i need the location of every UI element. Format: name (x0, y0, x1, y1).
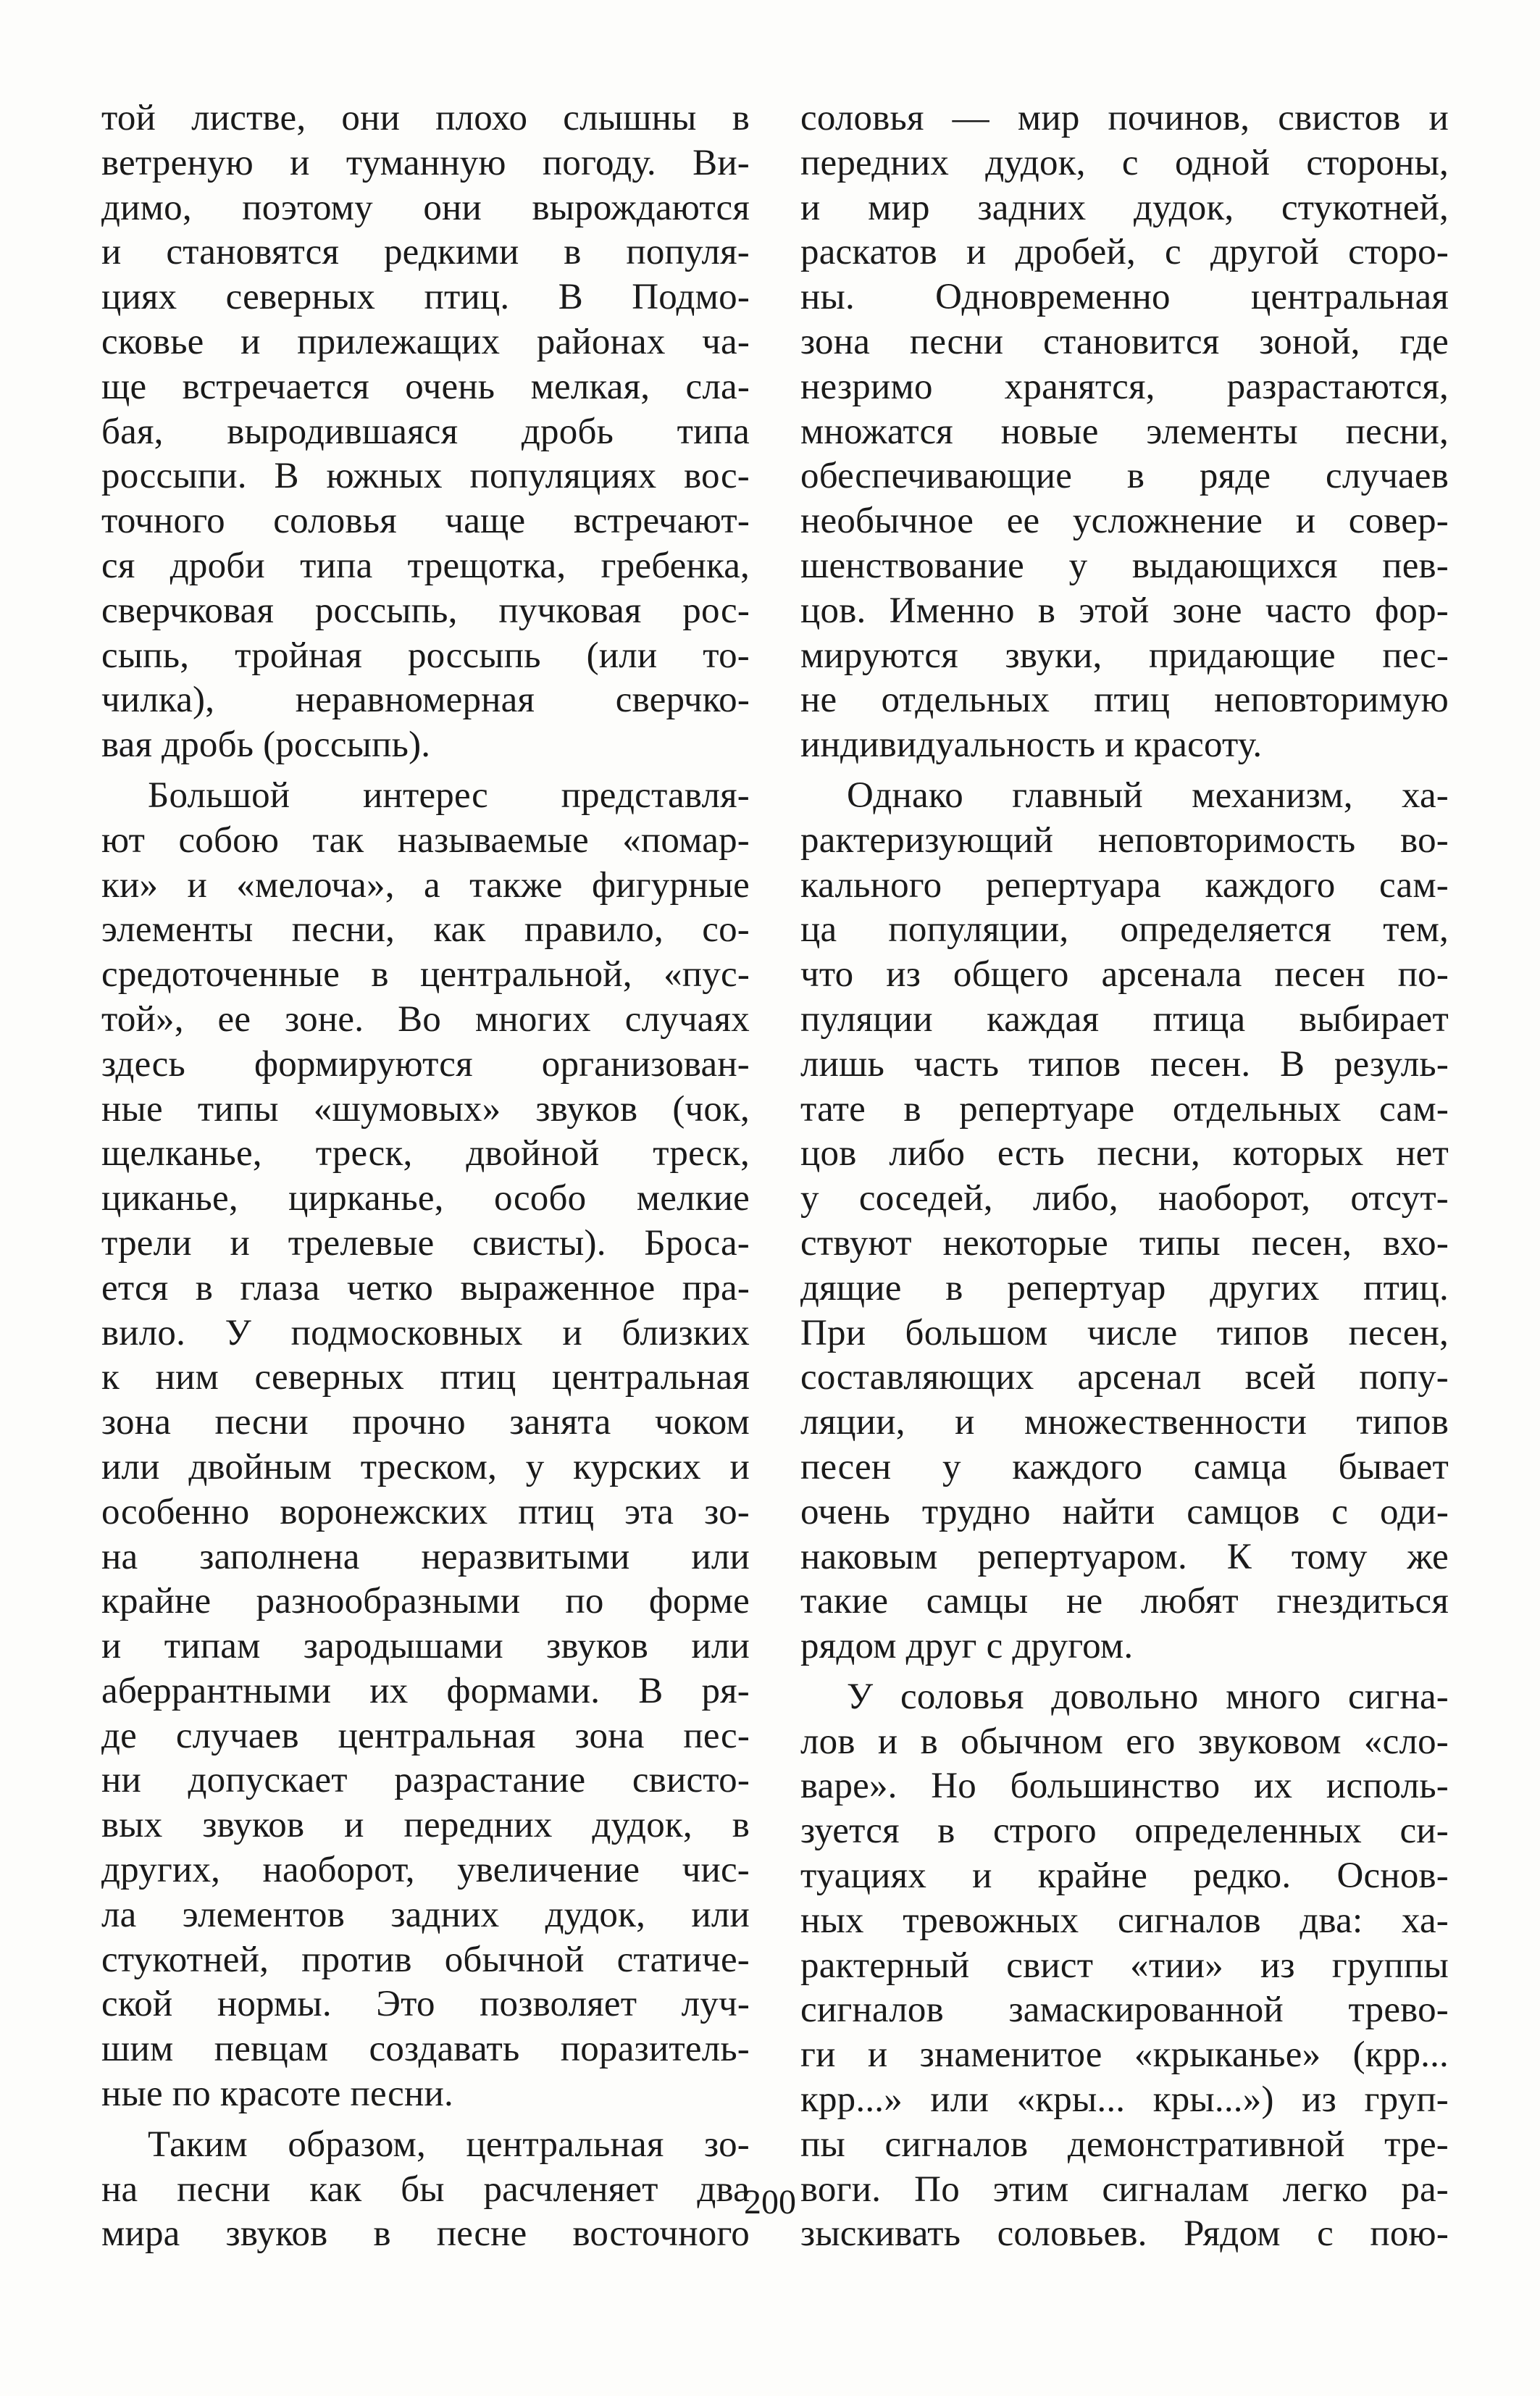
text-line: зона песни становится зоной, где (800, 321, 1449, 362)
text-line: что из общего арсенала песен по- (800, 954, 1449, 995)
text-line: тате в репертуаре отдельных сам- (800, 1088, 1449, 1130)
text-line: множатся новые элементы песни, (800, 411, 1449, 452)
text-line: ляции, и множественности типов (800, 1402, 1449, 1443)
text-line: У соловья довольно много сигна- (847, 1676, 1449, 1717)
text-line: и мир задних дудок, стукотней, (800, 187, 1449, 228)
text-line: ни допускает разрастание свисто- (101, 1760, 750, 1801)
text-line: цов. Именно в этой зоне часто фор- (800, 590, 1449, 631)
text-line: де случаев центральная зона пес- (101, 1715, 750, 1756)
text-line: составляющих арсенал всей попу- (800, 1357, 1449, 1398)
text-line: ца популяции, определяется тем, (800, 909, 1449, 951)
text-line: других, наоборот, увеличение чис- (101, 1850, 750, 1891)
text-line: ны. Одновременно центральная (800, 277, 1449, 318)
text-line: Таким образом, центральная зо- (148, 2124, 750, 2165)
text-line: и становятся редкими в популя- (101, 232, 750, 273)
text-line: пуляции каждая птица выбирает (800, 998, 1449, 1040)
paragraph-gap (101, 2117, 750, 2123)
text-line: наковым репертуаром. К тому же (800, 1536, 1449, 1577)
text-line: ще встречается очень мелкая, сла- (101, 366, 750, 407)
text-line: очень трудно найти самцов с оди- (800, 1491, 1449, 1532)
text-line: пы сигналов демонстративной тре- (800, 2124, 1449, 2165)
text-line: воги. По этим сигналам легко ра- (800, 2168, 1449, 2210)
text-line: бая, выродившаяся дробь типа (101, 411, 750, 452)
text-line: такие самцы не любят гнездиться (800, 1581, 1449, 1622)
text-line: или двойным треском, у курских и (101, 1446, 750, 1487)
text-line: не отдельных птиц неповторимую (800, 680, 1449, 721)
text-line: точного соловья чаще встречают- (101, 501, 750, 542)
text-line: мируются звуки, придающие пес- (800, 635, 1449, 676)
text-line: сигналов замаскированной трево- (800, 1990, 1449, 2031)
text-line: вая дробь (россыпь). (101, 725, 431, 766)
text-line: димо, поэтому они вырождаются (101, 187, 750, 228)
text-line: незримо хранятся, разрастаются, (800, 366, 1449, 407)
text-line: рактерный свист «тии» из группы (800, 1945, 1449, 1986)
text-line: варе». Но большинство их исполь- (800, 1766, 1449, 1807)
paragraph-gap (800, 1669, 1449, 1675)
text-line: ных тревожных сигналов два: ха- (800, 1900, 1449, 1941)
text-line: ствуют некоторые типы песен, вхо- (800, 1222, 1449, 1264)
text-line: песен у каждого самца бывает (800, 1446, 1449, 1487)
text-line: ки» и «мелоча», а также фигурные (101, 864, 750, 906)
text-line: щелканье, треск, двойной треск, (101, 1133, 750, 1174)
text-line: ветреную и туманную погоду. Ви- (101, 142, 750, 183)
text-line: мира звуков в песне восточного (101, 2213, 750, 2255)
text-line: Большой интерес представля- (148, 775, 750, 816)
text-line: на песни как бы расчленяет два (101, 2168, 750, 2210)
text-line: рядом друг с другом. (800, 1626, 1134, 1667)
text-line: на заполнена неразвитыми или (101, 1536, 750, 1577)
text-line: и типам зародышами звуков или (101, 1626, 750, 1667)
text-line: крайне разнообразными по форме (101, 1581, 750, 1622)
text-line: ные по красоте песни. (101, 2074, 453, 2115)
left-column (101, 96, 750, 2257)
page-number: 200 (744, 2183, 796, 2221)
text-line: необычное ее усложнение и совер- (800, 501, 1449, 542)
text-line: у соседей, либо, наоборот, отсут- (800, 1178, 1449, 1219)
text-line: сверчковая россыпь, пучковая рос- (101, 590, 750, 631)
paragraph-gap (101, 768, 750, 774)
text-line: ги и знаменитое «крыканье» (крр... (800, 2034, 1449, 2076)
text-line: той», ее зоне. Во многих случаях (101, 998, 750, 1040)
text-line: зона песни прочно занята чоком (101, 1402, 750, 1443)
text-line: особенно воронежских птиц эта зо- (101, 1491, 750, 1532)
text-line: ла элементов задних дудок, или (101, 1894, 750, 1935)
text-line: ся дроби типа трещотка, гребенка, (101, 545, 750, 586)
text-line: туациях и крайне редко. Основ- (800, 1856, 1449, 1897)
text-line: элементы песни, как правило, со- (101, 909, 750, 951)
text-line: шим певцам создавать поразитель- (101, 2029, 750, 2070)
text-line: шенствование у выдающихся пев- (800, 545, 1449, 586)
text-line: передних дудок, с одной стороны, (800, 142, 1449, 183)
text-line: лишь часть типов песен. В резуль- (800, 1043, 1449, 1085)
text-line: ской нормы. Это позволяет луч- (101, 1984, 750, 2025)
text-line: индивидуальность и красоту. (800, 725, 1263, 766)
right-column (800, 96, 1449, 2257)
text-line: дящие в репертуар других птиц. (800, 1267, 1449, 1308)
paragraph-gap (800, 768, 1449, 774)
text-line: средоточенные в центральной, «пус- (101, 954, 750, 995)
text-line: зуется в строго определенных си- (800, 1811, 1449, 1852)
text-line: ные типы «шумовых» звуков (чок, (101, 1088, 750, 1130)
text-line: к ним северных птиц центральная (101, 1357, 750, 1398)
text-line: При большом числе типов песен, (800, 1312, 1449, 1353)
text-line: циканье, цирканье, особо мелкие (101, 1178, 750, 1219)
text-line: сковье и прилежащих районах ча- (101, 321, 750, 362)
text-line: аберрантными их формами. В ря- (101, 1670, 750, 1711)
text-line: крр...» или «кры... кры...») из груп- (800, 2079, 1449, 2121)
text-line: ют собою так называемые «помар- (101, 819, 750, 861)
text-line: трели и трелевые свисты). Броса- (101, 1222, 750, 1264)
text-line: той листве, они плохо слышны в (101, 98, 750, 138)
text-line: кального репертуара каждого сам- (800, 864, 1449, 906)
text-line: обеспечивающие в ряде случаев (800, 456, 1449, 497)
text-line: раскатов и дробей, с другой сторо- (800, 232, 1449, 273)
text-line: вило. У подмосковных и близких (101, 1312, 750, 1353)
text-line: зыскивать соловьев. Рядом с пою- (800, 2213, 1449, 2255)
text-line: лов и в обычном его звуковом «сло- (800, 1721, 1449, 1762)
text-line: ется в глаза четко выраженное пра- (101, 1267, 750, 1308)
text-line: вых звуков и передних дудок, в (101, 1805, 750, 1846)
text-line: стукотней, против обычной статиче- (101, 1939, 750, 1980)
text-line: здесь формируются организован- (101, 1043, 750, 1085)
text-line: Однако главный механизм, ха- (847, 775, 1449, 816)
text-line: соловья — мир починов, свистов и (800, 98, 1449, 138)
text-line: рактеризующий неповторимость во- (800, 819, 1449, 861)
text-line: чилка), неравномерная сверчко- (101, 680, 750, 721)
text-line: циях северных птиц. В Подмо- (101, 277, 750, 318)
text-line: сыпь, тройная россыпь (или то- (101, 635, 750, 676)
text-line: россыпи. В южных популяциях вос- (101, 456, 750, 497)
text-line: цов либо есть песни, которых нет (800, 1133, 1449, 1174)
